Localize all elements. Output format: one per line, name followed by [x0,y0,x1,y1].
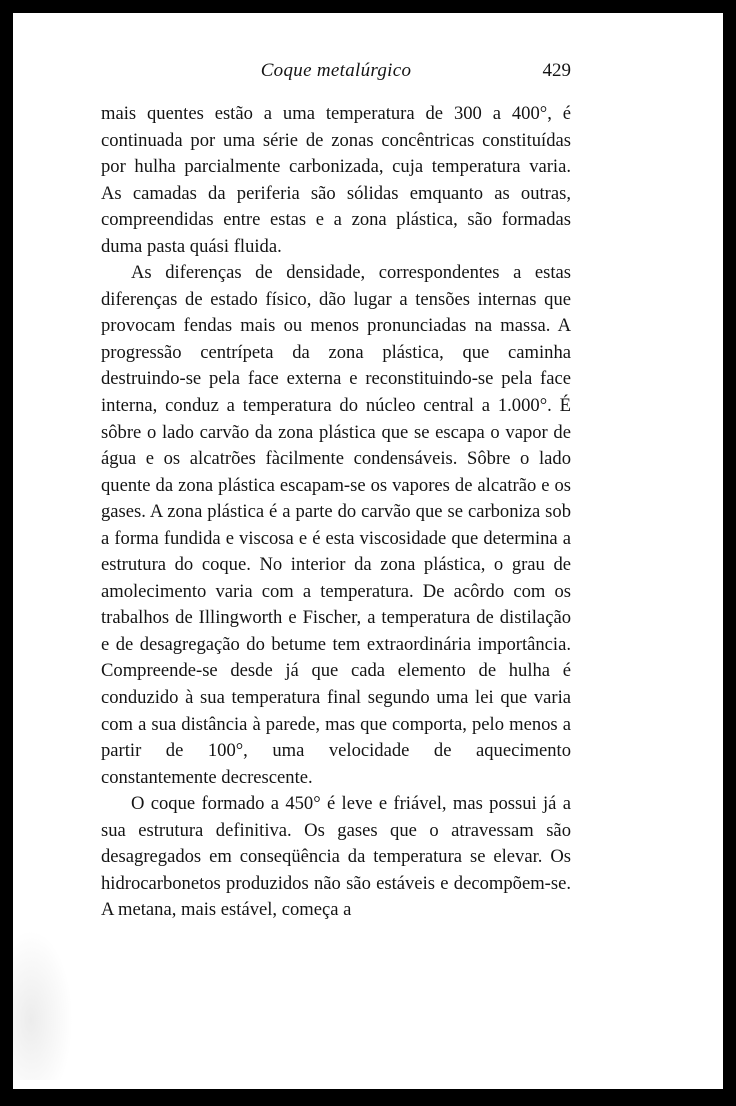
scan-smudge [13,930,73,1080]
scan-border-bottom [0,1089,736,1106]
page-header [101,60,571,86]
paragraph-density-differences: As diferenças de densidade, correspondentes a estas diferenças de estado físico, dão lugar a tensões internas que provocam fendas mais ou menos pronunciadas na massa. A progressão centrípeta da zona plástica, que caminha destruindo-se pela face externa e reconstituindo-se pela face interna, conduz a temperatura do núcleo central a 1.000°. É sôbre o lado carvão da zona plástica que se escapa o vapor de água e os alcatrões fàcilmente condensáveis. Sôbre o lado quente da zona plástica escapam-se os vapores de alcatrão e os gases. A zona plástica é a parte do carvão que se carboniza sob a forma fundida e viscosa e é esta viscosidade que determina a estrutura do coque. No interior da zona plástica, o grau de amolecimento varia com a temperatura. De acôrdo com os trabalhos de Illingworth e Fischer, a temperatura de distilação e de desagregação do betume tem extraordinária importância. Compreende-se desde já que cada elemento de hulha é conduzido à sua temperatura final segundo uma lei que varia com a sua distância à parede, mas que comporta, pelo menos a partir de 100°, uma velocidade de aquecimento constantemente decrescente. [101,262,571,788]
scan-border-left [0,0,13,1106]
page-number: 429 [542,60,571,81]
scan-border-top [0,0,736,13]
body-text [101,101,571,924]
running-title: Coque metalúrgico [260,60,412,81]
paragraph-coke-450: O coque formado a 450° é leve e friável, mas possui já a sua estrutura definitiva. Os gases que o atravessam são desagregados em conseqüência da temperatura se elevar. Os hidrocarbonetos produzidos não são estáveis e decompõem-se. A metana, mais estável, começa a [101,793,571,921]
scan-border-right [723,0,736,1106]
paragraph-continuation: mais quentes estão a uma temperatura de 300 a 400°, é continuada por uma série de zonas concêntricas constituídas por hulha parcialmente carbonizada, cuja temperatura varia. As camadas da periferia são sólidas emquanto as outras, compreendidas entre estas e a zona plástica, são formadas duma pasta quási fluida. [101,103,571,257]
